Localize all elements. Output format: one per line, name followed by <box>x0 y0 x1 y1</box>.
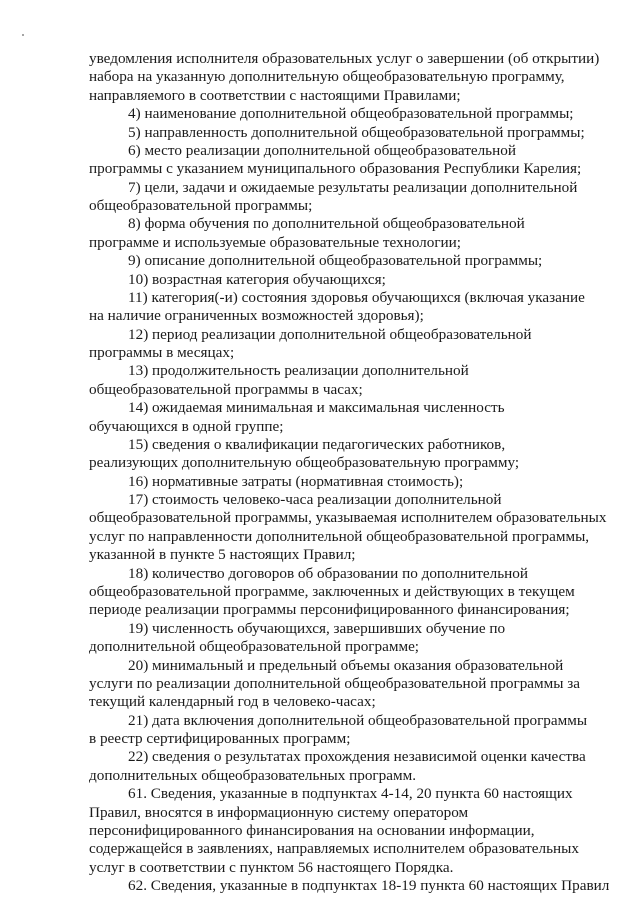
list-item: 9) описание дополнительной общеобразовательной программы; <box>128 252 543 270</box>
text-line: направляемого в соответствии с настоящими Правилами; <box>89 86 461 104</box>
text-line: указанной в пункте 5 настоящих Правил; <box>89 546 356 564</box>
list-item: 14) ожидаемая минимальная и максимальная численность <box>128 399 505 417</box>
text-line: реализующих дополнительную общеобразовательную программу; <box>89 454 520 472</box>
text-line: услуг по направленности дополнительной общеобразовательной программы, <box>89 527 590 545</box>
list-item: 20) минимальный и предельный объемы оказания образовательной <box>128 656 564 674</box>
text-line: общеобразовательной программы; <box>89 197 313 214</box>
text-line: услуги по реализации дополнительной общеобразовательной программы за <box>89 674 581 692</box>
scan-speck <box>22 34 24 36</box>
list-item: 11) категория(-и) состояния здоровья обучающихся (включая указание <box>128 288 585 306</box>
text-line: общеобразовательной программы в часах; <box>89 380 363 398</box>
list-item: 7) цели, задачи и ожидаемые результаты реализации дополнительной <box>128 178 578 196</box>
text-line: программе и используемые образовательные технологии; <box>89 233 462 251</box>
text-line: Правил, вносятся в информационную систему оператором <box>89 803 469 821</box>
text-line: 61. Сведения, указанные в подпунктах 4-14, 20 пункта 60 настоящих <box>128 785 573 803</box>
list-item: 6) место реализации дополнительной общеобразовательной <box>128 141 516 159</box>
list-item: 10) возрастная категория обучающихся; <box>128 270 386 288</box>
text-line: дополнительных общеобразовательных программ. <box>89 766 417 784</box>
list-item: 17) стоимость человеко-часа реализации дополнительной <box>128 491 502 509</box>
text-line: программы в месяцах; <box>89 344 235 361</box>
list-item: 16) нормативные затраты (нормативная стоимость); <box>128 472 464 490</box>
text-line: дополнительной общеобразовательной программе; <box>89 638 420 656</box>
text-line: услуг в соответствии с пунктом 56 настоящего Порядка. <box>89 858 454 876</box>
text-line: обучающихся в одной группе; <box>89 417 284 435</box>
text-line: в реестр сертифицированных программ; <box>89 730 351 747</box>
list-item: 22) сведения о результатах прохождения независимой оценки качества <box>128 748 586 766</box>
list-item: 18) количество договоров об образовании по дополнительной <box>128 564 529 582</box>
text-line: содержащейся в заявлениях, направляемых исполнителем образовательных <box>89 840 579 858</box>
text-line: уведомления исполнителя образовательных услуг о завершении (об открытии) <box>89 50 600 67</box>
list-item: 21) дата включения дополнительной общеобразовательной программы <box>128 711 588 729</box>
list-item: 13) продолжительность реализации дополнительной <box>128 362 469 380</box>
text-line: периоде реализации программы персонифицированного финансирования; <box>89 601 570 619</box>
text-line: программы с указанием муниципального образования Республики Карелия; <box>89 160 582 178</box>
text-line: общеобразовательной программе, заключенных и действующих в текущем <box>89 583 575 600</box>
list-item: 5) направленность дополнительной общеобразовательной программы; <box>128 123 585 141</box>
text-line: на наличие ограниченных возможностей здоровья); <box>89 307 424 325</box>
text-line: общеобразовательной программы, указываемая исполнителем образовательных <box>89 509 607 527</box>
list-item: 8) форма обучения по дополнительной общеобразовательной <box>128 215 525 233</box>
list-item: 12) период реализации дополнительной общеобразовательной <box>128 325 532 343</box>
text-line: набора на указанную дополнительную общеобразовательную программу, <box>89 68 565 86</box>
text-line: текущий календарный год в человеко-часах; <box>89 693 376 711</box>
text-line: персонифицированного финансирования на основании информации, <box>89 821 535 839</box>
list-item: 15) сведения о квалификации педагогических работников, <box>128 435 506 453</box>
list-item: 19) численность обучающихся, завершивших обучение по <box>128 619 506 637</box>
text-line: 62. Сведения, указанные в подпунктах 18-19 пункта 60 настоящих Правил <box>128 877 610 894</box>
list-item: 4) наименование дополнительной общеобразовательной программы; <box>128 105 574 123</box>
